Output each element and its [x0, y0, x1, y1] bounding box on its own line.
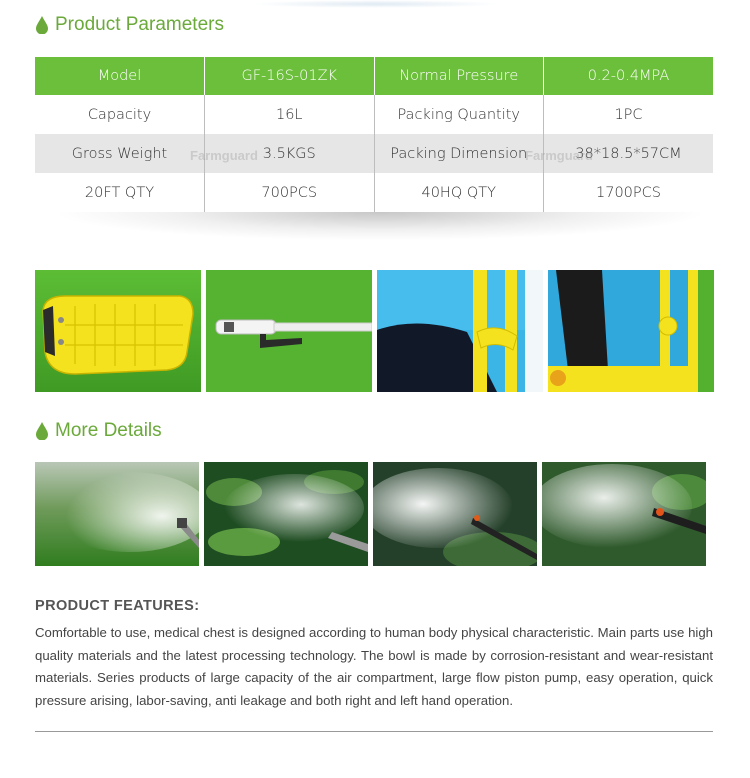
table-cell: Packing Quantity [374, 95, 544, 134]
watermark-text: Farmguard [190, 148, 258, 163]
table-row [35, 173, 713, 212]
header-cell: Model [35, 57, 205, 95]
section-title: Product Parameters [55, 14, 224, 35]
table-cell: 38*18.5*57CM [544, 134, 714, 173]
table-cell: 1700PCS [596, 184, 661, 201]
table-cell: 20FT QTY [35, 173, 205, 212]
spray-on-leaves-photo [204, 462, 368, 566]
shoulder-strap-photo [377, 270, 543, 392]
product-features-text: Comfortable to use, medical chest is designed according to human body physical characteristic. Main parts use high quality materials and the latest processing technology. The bowl is made by corrosion-resistant and wear-resistant materials. Series products of large capacity of the air compartment, large flow piston pump, easy operation, quick pressure arising, labor-saving, anti leakage and both right and left hand operation. [35, 625, 713, 708]
top-decoration [250, 0, 500, 8]
table-header-row [35, 57, 713, 95]
table-row [35, 134, 713, 173]
table-cell: Capacity [35, 95, 205, 134]
product-parameters-heading [36, 14, 224, 36]
leaf-drop-icon [36, 422, 48, 440]
more-details-heading [36, 420, 162, 442]
table-cell: 40HQ QTY [374, 173, 544, 212]
spray-on-grass-photo [35, 462, 199, 566]
table-cell: Gross Weight [35, 134, 205, 173]
nozzle-closeup-photo [542, 462, 706, 566]
table-shadow [60, 212, 700, 240]
sprayer-base-photo [35, 270, 201, 392]
leaf-drop-icon [36, 16, 48, 34]
section-title: More Details [55, 420, 162, 441]
header-cell: 0.2-0.4MPA [544, 57, 714, 95]
tank-side-photo [548, 270, 714, 392]
table-cell: 1PC [614, 106, 643, 123]
header-cell: Normal Pressure [374, 57, 544, 95]
header-cell: GF-16S-01ZK [205, 57, 375, 95]
product-features-heading: PRODUCT FEATURES: [35, 598, 200, 614]
divider [35, 731, 713, 732]
spray-lance-photo [206, 270, 372, 392]
table-cell: Packing Dimension [374, 134, 544, 173]
product-photo-gallery [35, 270, 714, 392]
table-row [35, 95, 713, 134]
spray-photo-gallery [35, 462, 706, 566]
watermark-text: Farmguard [525, 148, 593, 163]
parameters-table [35, 57, 713, 212]
table-cell: 700PCS [205, 173, 375, 212]
nozzle-mist-photo [373, 462, 537, 566]
table-cell: 3.5KGS [205, 134, 375, 173]
table-cell: 16L [205, 95, 375, 134]
